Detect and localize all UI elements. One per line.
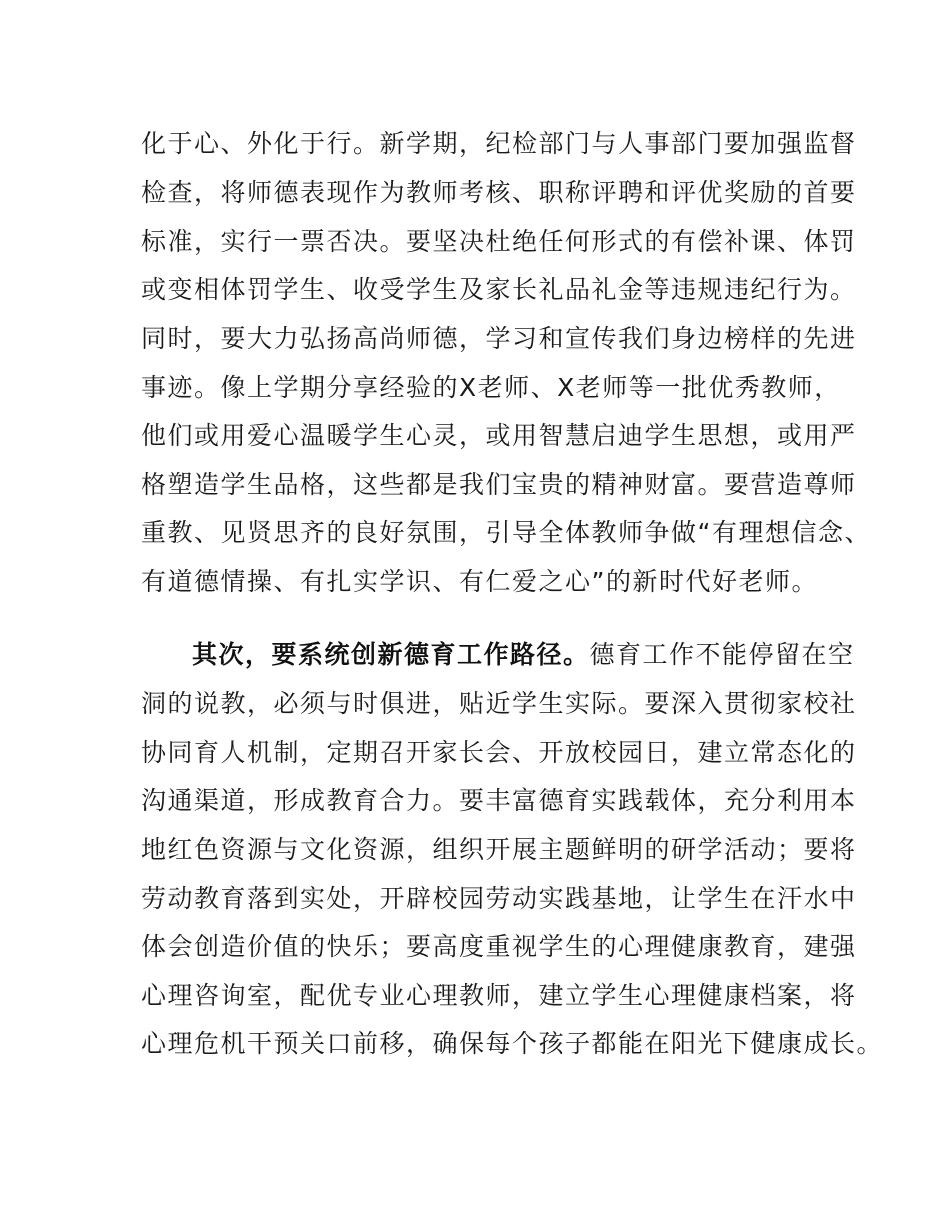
paragraph-2-line-6: 劳动教育落到实处，开辟校园劳动实践基地，让学生在汗水中 [141, 884, 857, 913]
paragraph-1-line-9: 重教、见贤思齐的良好氛围，引导全体教师争做“有理想信念、 [141, 518, 871, 547]
paragraph-2-line-1 [192, 639, 855, 671]
paragraph-1-line-7: 他们或用爱心温暖学生心灵，或用智慧启迪学生思想，或用严 [141, 421, 857, 450]
paragraph-1-line-3: 标准，实行一票否决。要坚决杜绝任何形式的有偿补课、体罚 [141, 227, 857, 256]
paragraph-1-line-2: 检查，将师德表现作为教师考核、职称评聘和评优奖励的首要 [141, 178, 857, 207]
paragraph-1-line-4: 或变相体罚学生、收受学生及家长礼品礼金等违规违纪行为。 [141, 275, 857, 304]
paragraph-1-line-1: 化于心、外化于行。新学期，纪检部门与人事部门要加强监督 [141, 129, 857, 158]
paragraph-2-first-line-rest: 德育工作不能停留在空 [589, 640, 855, 669]
paragraph-1-line-8: 格塑造学生品格，这些都是我们宝贵的精神财富。要营造尊师 [141, 470, 857, 499]
paragraph-1-line-6: 事迹。像上学期分享经验的X老师、X老师等一批优秀教师， [141, 373, 841, 402]
paragraph-1-line-5: 同时，要大力弘扬高尚师德，学习和宣传我们身边榜样的先进 [141, 324, 857, 353]
paragraph-2-line-3: 协同育人机制，定期召开家长会、开放校园日，建立常态化的 [141, 738, 857, 767]
paragraph-2-heading: 其次，要系统创新德育工作路径。 [192, 640, 590, 669]
paragraph-2-line-9: 心理危机干预关口前移，确保每个孩子都能在阳光下健康成长。 [141, 1029, 884, 1058]
paragraph-2-line-8: 心理咨询室，配优专业心理教师，建立学生心理健康档案，将 [141, 981, 857, 1010]
paragraph-2-line-2: 洞的说教，必须与时俱进，贴近学生实际。要深入贯彻家校社 [141, 689, 857, 718]
paragraph-2-line-4: 沟通渠道，形成教育合力。要丰富德育实践载体，充分利用本 [141, 786, 857, 815]
paragraph-1-line-10: 有道德情操、有扎实学识、有仁爱之心”的新时代好老师。 [141, 567, 818, 596]
paragraph-2-line-7: 体会创造价值的快乐；要高度重视学生的心理健康教育，建强 [141, 932, 857, 961]
paragraph-2-line-5: 地红色资源与文化资源，组织开展主题鲜明的研学活动；要将 [141, 835, 857, 864]
